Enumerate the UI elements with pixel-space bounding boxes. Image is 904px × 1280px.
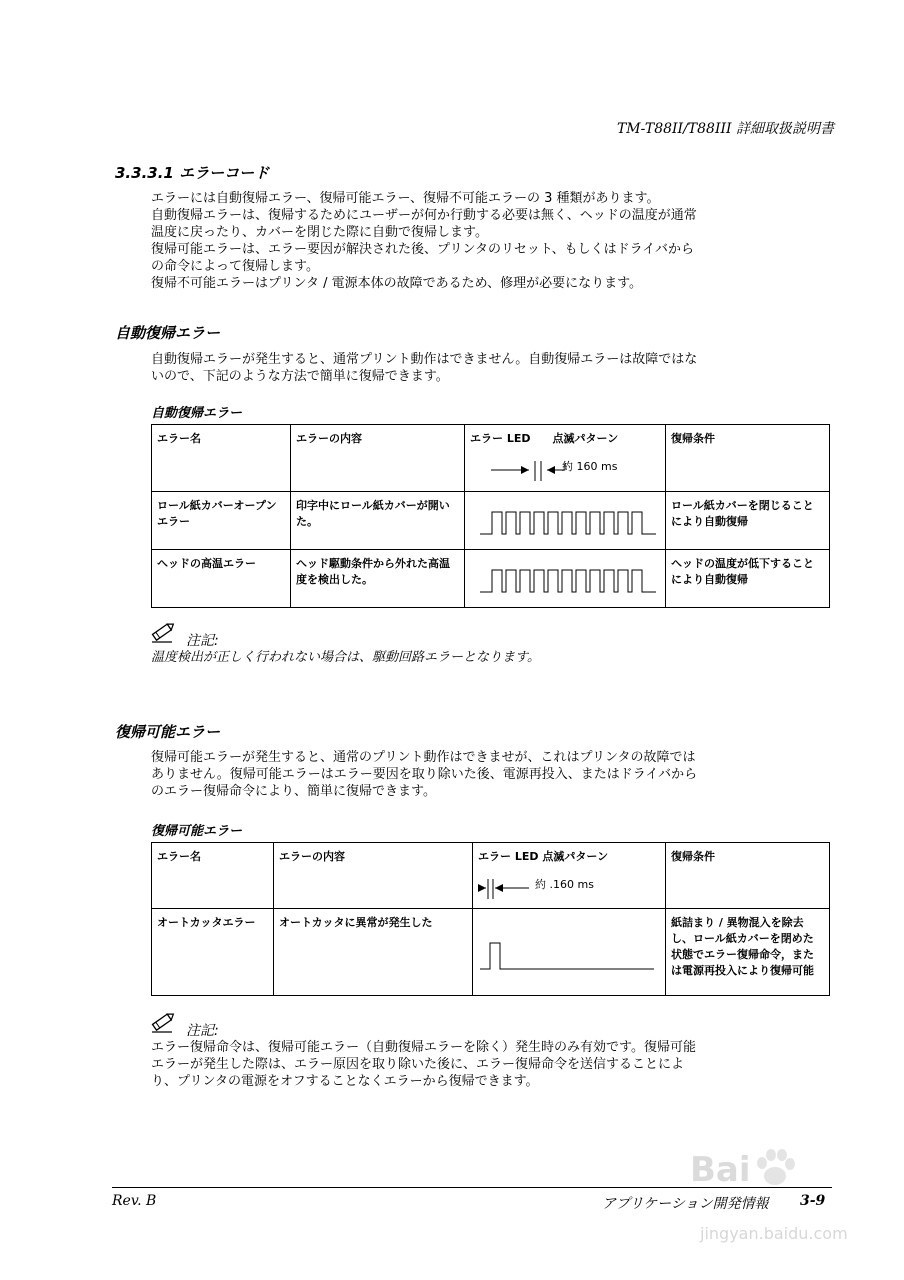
auto-recovery-table-caption: 自動復帰エラー <box>151 406 243 421</box>
row-error-name: ロール紙カバーオープンエラー <box>152 492 291 550</box>
auto-recovery-line: 自動復帰エラーが発生すると、通常プリント動作はできません。自動復帰エラーは故障ではな <box>151 352 698 367</box>
blink-pattern-waveform <box>470 498 660 538</box>
auto-recovery-description <box>151 351 697 385</box>
note-body <box>151 1039 696 1090</box>
note-label: 注記: <box>186 633 219 649</box>
note-line: り、プリンタの電源をオフすることなくエラーから復帰できます。 <box>151 1074 539 1089</box>
pencil-note-icon <box>150 620 176 644</box>
table-row <box>152 909 830 996</box>
recoverable-table-caption: 復帰可能エラー <box>151 824 243 839</box>
table-header-row <box>152 843 830 909</box>
row-recovery-condition: ヘッドの温度が低下することにより自動復帰 <box>666 550 830 608</box>
section-intro <box>151 190 697 292</box>
header-recovery-condition: 復帰条件 <box>666 843 830 909</box>
row-blink-pattern <box>465 492 666 550</box>
auto-recovery-heading: 自動復帰エラー <box>115 324 221 342</box>
footer-revision: Rev. B <box>112 1193 157 1209</box>
row-error-content: オートカッタに異常が発生した <box>274 909 473 996</box>
header-error-name: エラー名 <box>152 425 291 492</box>
table-row <box>152 492 830 550</box>
row-error-name: オートカッタエラー <box>152 909 274 996</box>
timing-label: 約 160 ms <box>562 460 618 473</box>
watermark-brand: Bai <box>690 1150 751 1190</box>
led-pattern-label: エラー LED 点滅パターン <box>478 850 609 863</box>
table-header-row <box>152 425 830 492</box>
note-line: エラーが発生した際は、エラー原因を取り除いた後に、エラー復帰命令を送信することによ <box>151 1057 685 1072</box>
note-line: エラー復帰命令は、復帰可能エラー（自動復帰エラーを除く）発生時のみ有効です。復帰可能 <box>151 1040 696 1055</box>
header-recovery-condition: 復帰条件 <box>666 425 830 492</box>
footer-chapter-title: アプリケーション開発情報 <box>602 1196 769 1212</box>
header-led-pattern <box>465 425 666 492</box>
paw-logo-icon <box>752 1146 798 1192</box>
table-row <box>152 550 830 608</box>
note-label: 注記: <box>186 1023 219 1039</box>
led-pattern-label: エラー LED 点滅パターン <box>470 432 619 445</box>
intro-line: エラーには自動復帰エラー、復帰可能エラー、復帰不可能エラーの 3 種類があります。 <box>151 191 660 206</box>
pencil-note-icon <box>150 1010 176 1034</box>
header-led-pattern <box>473 843 666 909</box>
recoverable-line: のエラー復帰命令により、簡単に復帰できます。 <box>151 784 436 799</box>
header-error-content: エラーの内容 <box>274 843 473 909</box>
footer-page-number: 3-9 <box>800 1193 826 1209</box>
row-recovery-condition: ロール紙カバーを閉じることにより自動復帰 <box>666 492 830 550</box>
row-blink-pattern <box>465 550 666 608</box>
row-error-content: ヘッド駆動条件から外れた高温度を検出した。 <box>291 550 465 608</box>
note-text: 温度検出が正しく行われない場合は、駆動回路エラーとなります。 <box>151 650 540 665</box>
auto-recovery-line: いので、下記のような方法で簡単に復帰できます。 <box>151 369 449 384</box>
timing-label: 約 .160 ms <box>535 878 594 891</box>
recoverable-line: 復帰可能エラーが発生すると、通常のプリント動作はできませが、これはプリンタの故障では <box>151 750 696 765</box>
auto-recovery-table <box>151 424 830 608</box>
intro-line: 温度に戻ったり、カバーを閉じた際に自動で復帰します。 <box>151 225 488 240</box>
timing-arrow-diagram <box>465 455 655 485</box>
section-heading: 3.3.3.1 エラーコード <box>115 164 270 182</box>
header-error-content: エラーの内容 <box>291 425 465 492</box>
watermark <box>690 1150 751 1190</box>
row-blink-pattern <box>473 909 666 996</box>
recoverable-line: ありません。復帰可能エラーはエラー要因を取り除いた後、電源再投入、またはドライバから <box>151 767 698 782</box>
row-error-name: ヘッドの高温エラー <box>152 550 291 608</box>
intro-line: の命令によって復帰します。 <box>151 259 319 274</box>
intro-line: 自動復帰エラーは、復帰するためにユーザーが何か行動する必要は無く、ヘッドの温度が通常 <box>151 208 697 223</box>
blink-pattern-waveform <box>470 556 660 596</box>
watermark-site: jingyan.baidu.com <box>700 1224 848 1243</box>
intro-line: 復帰可能エラーは、エラー要因が解決された後、プリンタのリセット、もしくはドライバから <box>151 242 695 257</box>
row-error-content: 印字中にロール紙カバーが開いた。 <box>291 492 465 550</box>
row-recovery-condition: 紙詰まり / 異物混入を除去し、ロール紙カバーを閉めた状態でエラー復帰命令，または電源再投入により復帰可能 <box>666 909 830 996</box>
blink-pattern-waveform <box>478 915 658 979</box>
intro-line: 復帰不可能エラーはプリンタ / 電源本体の故障であるため、修理が必要になります。 <box>151 276 643 291</box>
recoverable-description <box>151 749 697 800</box>
recoverable-heading: 復帰可能エラー <box>115 723 221 741</box>
document-header-title: TM-T88II/T88III 詳細取扱説明書 <box>616 121 834 137</box>
recoverable-table <box>151 842 830 996</box>
header-error-name: エラー名 <box>152 843 274 909</box>
